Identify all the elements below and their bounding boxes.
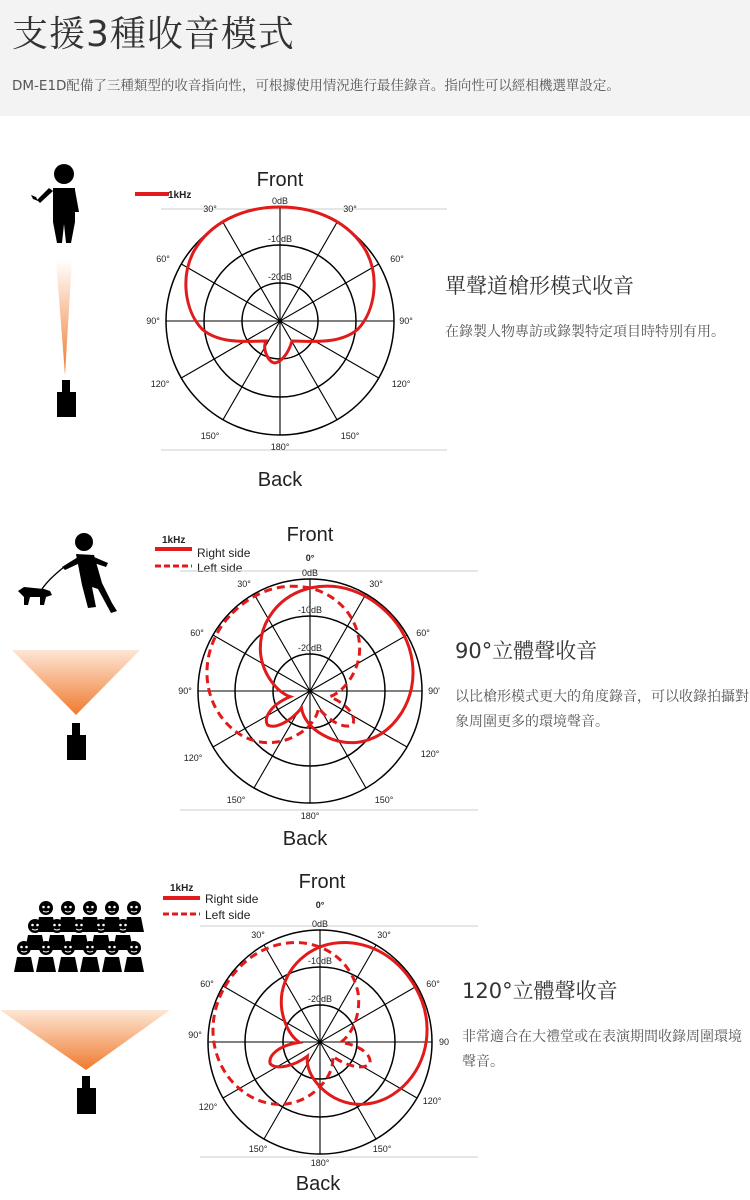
ring-label-minus20db: -20dB bbox=[307, 994, 333, 1004]
camera-microphone-icon bbox=[67, 723, 86, 760]
angle-label-30-left: 30° bbox=[251, 930, 265, 940]
angle-label-30-right: 30° bbox=[369, 579, 383, 589]
angle-label-90-left: 90° bbox=[178, 686, 192, 696]
zero-degree-label: 0° bbox=[305, 553, 315, 563]
ring-label-minus20db: -20dB bbox=[267, 272, 293, 282]
angle-label-90-left: 90° bbox=[146, 316, 160, 326]
front-label: Front bbox=[286, 524, 334, 546]
zero-degree-label: 0° bbox=[315, 900, 325, 910]
legend-label-right-side: Right side bbox=[205, 892, 259, 906]
mode-mono-shotgun bbox=[0, 150, 750, 500]
mode-description: 以比槍形模式更大的角度錄音，可以收錄拍攝對象周圍更多的環境聲音。 bbox=[455, 689, 749, 730]
ring-label-minus10db: -10dB bbox=[267, 234, 293, 244]
polar-diagram-1 bbox=[135, 150, 465, 500]
legend-title: 1kHz bbox=[162, 535, 186, 546]
angle-label-150-right: 150° bbox=[372, 1144, 392, 1154]
angle-label-60-right: 60° bbox=[416, 628, 430, 638]
angle-label-120-left: 120° bbox=[198, 1102, 218, 1112]
angle-label-180: 180° bbox=[270, 442, 290, 452]
angle-label-90-right: 90 bbox=[438, 1037, 450, 1047]
legend-title: 1kHz bbox=[170, 883, 194, 894]
front-label: Front bbox=[298, 871, 346, 893]
person-walking-dog-icon bbox=[18, 533, 117, 613]
angle-label-120-right: 120° bbox=[422, 1096, 442, 1106]
angle-label-150-left: 150° bbox=[248, 1144, 268, 1154]
ring-label-0db: 0dB bbox=[311, 919, 329, 929]
ring-label-minus10db: -10dB bbox=[297, 605, 323, 615]
angle-label-90-right: 90' bbox=[428, 686, 440, 696]
pickup-beam bbox=[0, 1010, 170, 1070]
angle-label-120-right: 120° bbox=[391, 379, 411, 389]
ring-label-0db: 0dB bbox=[271, 196, 289, 206]
header-banner bbox=[0, 0, 750, 116]
pickup-beam bbox=[12, 650, 140, 715]
pickup-beam bbox=[56, 260, 72, 375]
polar-diagram-3 bbox=[160, 850, 480, 1200]
camera-microphone-icon bbox=[57, 380, 76, 417]
angle-label-60-left: 60° bbox=[156, 254, 170, 264]
back-label: Back bbox=[282, 828, 328, 850]
back-label: Back bbox=[295, 1173, 341, 1195]
angle-label-60-right: 60° bbox=[390, 254, 404, 264]
ring-label-0db: 0dB bbox=[301, 568, 319, 578]
legend-label-left-side: Left side bbox=[205, 908, 251, 922]
angle-label-30-left: 30° bbox=[203, 204, 217, 214]
angle-label-180: 180° bbox=[310, 1158, 330, 1168]
mode-description: 非常適合在大禮堂或在表演期間收錄周圍環境聲音。 bbox=[462, 1029, 742, 1070]
legend-label-left-side: Left side bbox=[197, 561, 243, 575]
mode-title: 單聲道槍形模式收音 bbox=[445, 274, 634, 298]
angle-label-60-left: 60° bbox=[190, 628, 204, 638]
polar-diagram-2 bbox=[150, 505, 480, 855]
angle-label-150-left: 150° bbox=[226, 795, 246, 805]
mode-stereo-90 bbox=[0, 505, 750, 855]
angle-label-30-right: 30° bbox=[343, 204, 357, 214]
page-description: DM-E1D配備了三種類型的收音指向性，可根據使用情況進行最佳錄音。指向性可以經相機選單設定。 bbox=[12, 78, 620, 94]
speaker-to-mic-illustration bbox=[0, 150, 150, 430]
polar-curve-right-side bbox=[213, 555, 445, 787]
legend-label-right-side: Right side bbox=[197, 546, 251, 560]
angle-label-120-left: 120° bbox=[183, 753, 203, 763]
front-label: Front bbox=[256, 169, 304, 191]
polar-curve-left-side bbox=[174, 555, 406, 787]
ring-label-minus10db: -10dB bbox=[307, 956, 333, 966]
back-label: Back bbox=[257, 469, 303, 491]
page-title: 支援3種收音模式 bbox=[12, 14, 295, 55]
angle-label-90-left: 90° bbox=[188, 1030, 202, 1040]
angle-label-120-right: 120° bbox=[420, 749, 440, 759]
angle-label-60-right: 60° bbox=[426, 979, 440, 989]
walker-to-mic-illustration bbox=[0, 505, 150, 785]
angle-label-90-right: 90° bbox=[399, 316, 413, 326]
audience-to-mic-illustration bbox=[0, 850, 180, 1140]
angle-label-120-left: 120° bbox=[150, 379, 170, 389]
ring-label-minus20db: -20dB bbox=[297, 643, 323, 653]
mode-description: 在錄製人物專訪或錄製特定項目時特別有用。 bbox=[445, 324, 725, 340]
angle-label-180: 180° bbox=[300, 811, 320, 821]
camera-microphone-icon bbox=[77, 1076, 96, 1114]
mode-title: 120°立體聲收音 bbox=[462, 979, 618, 1003]
angle-label-150-left: 150° bbox=[200, 431, 220, 441]
mode-title: 90°立體聲收音 bbox=[455, 639, 598, 663]
angle-label-150-right: 150° bbox=[374, 795, 394, 805]
mode-stereo-120 bbox=[0, 850, 750, 1200]
legend-label-1khz: 1kHz bbox=[168, 190, 192, 201]
angle-label-150-right: 150° bbox=[340, 431, 360, 441]
speaking-person-icon bbox=[31, 164, 79, 243]
angle-label-30-right: 30° bbox=[377, 930, 391, 940]
audience-crowd-icon bbox=[14, 901, 144, 972]
angle-label-60-left: 60° bbox=[200, 979, 214, 989]
angle-label-30-left: 30° bbox=[237, 579, 251, 589]
